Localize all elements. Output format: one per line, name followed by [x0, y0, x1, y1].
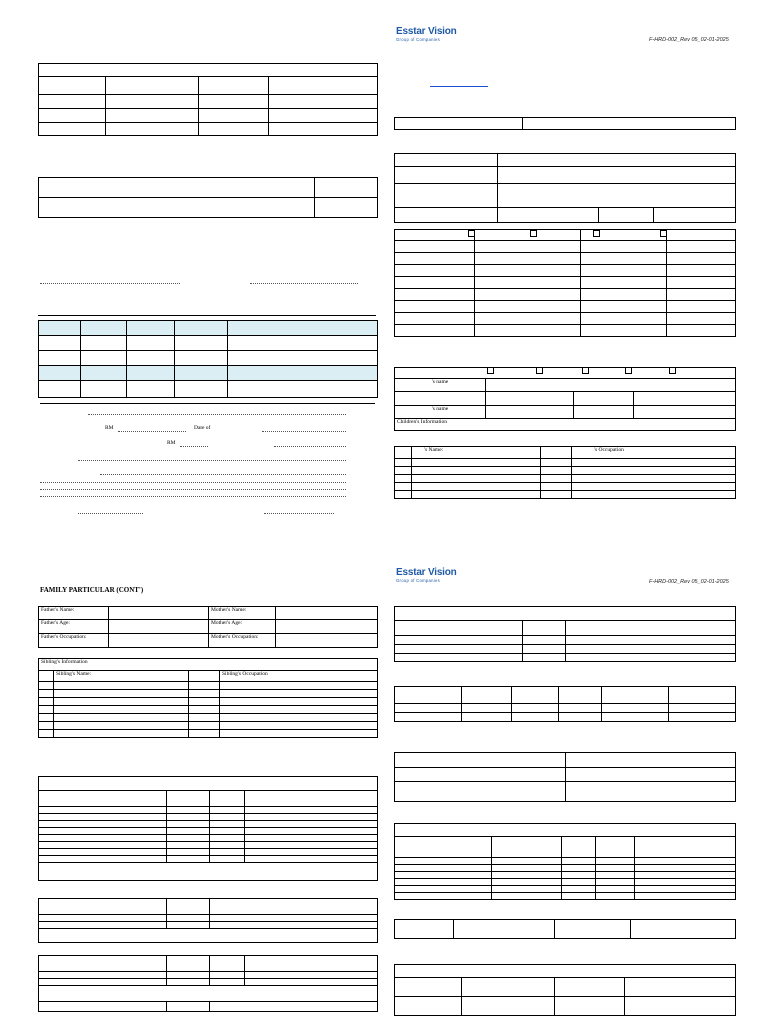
company-logo [396, 27, 457, 42]
dotted-line [264, 513, 334, 514]
checkbox[interactable] [625, 367, 632, 374]
table-tl-1 [38, 63, 378, 136]
checkbox[interactable] [669, 367, 676, 374]
signature-line-right [250, 283, 358, 284]
table-br-2 [394, 686, 736, 722]
children-table [394, 446, 736, 499]
signature-line-left [40, 283, 180, 284]
child-occupation-header: 's Occupation [594, 447, 624, 453]
table-bl-4 [38, 898, 378, 943]
table-tr-4 [394, 367, 736, 431]
child-name-header: 's Name: [424, 447, 444, 453]
father-age-label: Father's Age: [39, 620, 109, 634]
doc-reference: F-HRD-002_Rev 05_02-01-2025 [649, 579, 729, 585]
dotted-line [78, 513, 143, 514]
table-br-6 [394, 964, 736, 1016]
hyperlink-underline[interactable] [430, 86, 488, 87]
checkbox[interactable] [660, 230, 667, 237]
sibling-name-header: Sibling's Name: [54, 671, 189, 682]
doc-reference: F-HRD-002_Rev 05_02-01-2025 [649, 37, 729, 43]
mother-age-label: Mother's Age: [209, 620, 276, 634]
checkbox[interactable] [468, 230, 475, 237]
section-title: FAMILY PARTICULAR (CONT') [40, 586, 144, 594]
father-name-label: Father's Name: [39, 607, 109, 620]
checkbox[interactable] [487, 367, 494, 374]
rm-label: RM [105, 425, 114, 431]
checkbox[interactable] [530, 230, 537, 237]
table-tr-3 [394, 229, 736, 337]
dotted-line [180, 446, 208, 447]
logo-brand: Esstar Vision [396, 567, 457, 578]
father-occupation-label: Father's Occupation: [39, 634, 109, 648]
divider [38, 315, 376, 316]
table-tl-2 [38, 177, 378, 218]
divider [40, 403, 375, 404]
spouse2-name-label: 's name [431, 406, 449, 412]
dotted-line [40, 496, 346, 497]
table-bl-3 [38, 776, 378, 881]
date-of-label: Date of [194, 425, 211, 431]
table-header [39, 64, 378, 77]
company-logo [396, 568, 457, 583]
dotted-line [274, 446, 346, 447]
dotted-line [78, 460, 346, 461]
parents-table [38, 606, 378, 648]
checkbox[interactable] [536, 367, 543, 374]
table-br-1 [394, 606, 736, 662]
sibling-occupation-header: Sibling's Occupation [220, 671, 378, 682]
table-br-3 [394, 752, 736, 802]
dotted-line [40, 489, 346, 490]
dotted-line [40, 482, 346, 483]
dotted-line [88, 414, 346, 415]
dotted-line [100, 474, 346, 475]
table-bl-5 [38, 955, 378, 1012]
table-br-4 [394, 823, 736, 900]
table-tr-2 [394, 153, 736, 223]
mother-occupation-label: Mother's Occupation: [209, 634, 276, 648]
children-info-label: Children's Information [397, 419, 448, 425]
logo-tagline: Group of Companies [396, 578, 441, 583]
logo-brand: Esstar Vision [396, 26, 457, 37]
sibling-info-label: Sibling's Information [39, 659, 378, 671]
checkbox[interactable] [582, 367, 589, 374]
rm2-label: RM [167, 440, 176, 446]
sibling-table [38, 658, 378, 738]
table-tr-1 [394, 117, 736, 130]
logo-tagline: Group of Companies [396, 37, 441, 42]
dotted-line [118, 431, 186, 432]
table-tl-3 [38, 320, 378, 398]
mother-name-label: Mother's Name: [209, 607, 276, 620]
dotted-line [262, 431, 346, 432]
checkbox[interactable] [593, 230, 600, 237]
table-br-5 [394, 919, 736, 939]
spouse-name-label: 's name [431, 379, 449, 385]
